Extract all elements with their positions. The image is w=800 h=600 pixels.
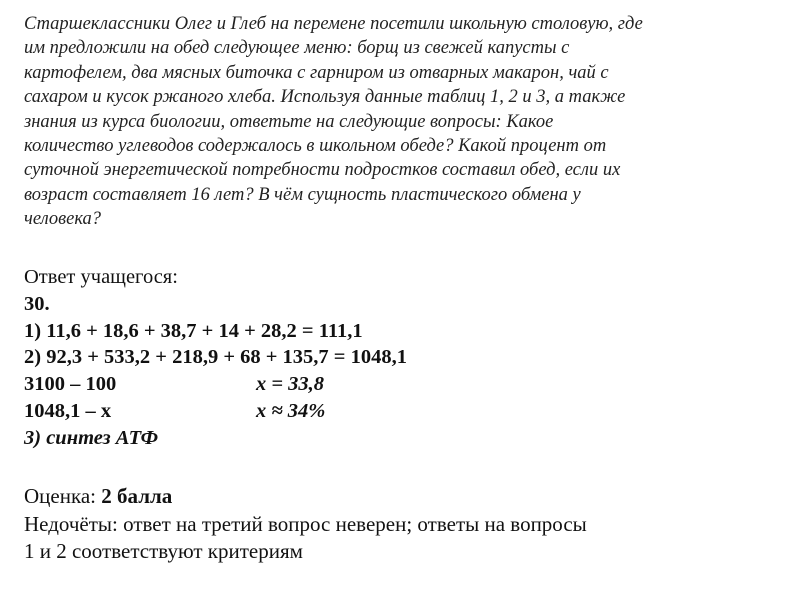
- grade-row: [24, 483, 784, 511]
- grade-value: 2 балла: [101, 484, 173, 508]
- proportion-right-1: x = 33,8: [256, 373, 325, 396]
- grade-label: Оценка:: [24, 484, 97, 508]
- task-text-line: суточной энергетической потребности подростков составил обед, если их: [24, 160, 621, 181]
- proportion-left-2: 1048,1 – x: [24, 399, 112, 422]
- proportion-left-1: 3100 – 100: [24, 373, 117, 396]
- task-text-line: Старшеклассники Олег и Глеб на перемене посетили школьную столовую, где: [24, 14, 643, 34]
- student-answer: [24, 264, 784, 452]
- task-text-line: человека?: [24, 209, 102, 230]
- answer-task-number: 30.: [24, 292, 50, 315]
- proportion-row-1: [24, 371, 784, 398]
- answer-heading: Ответ учащегося:: [24, 266, 178, 288]
- remarks-line-2: 1 и 2 соответствуют критериям: [24, 539, 303, 563]
- answer-line-3: 3) синтез АТФ: [24, 426, 159, 449]
- task-text-line: картофелем, два мясных биточка с гарниром из отварных макарон, чай с: [24, 62, 609, 83]
- task-text-line: возраст составляет 16 лет? В чём сущность пластического обмена у: [24, 184, 581, 205]
- proportion-right-2: x ≈ 34%: [256, 399, 326, 422]
- answer-line-1: 1) 11,6 + 18,6 + 38,7 + 14 + 28,2 = 111,1: [24, 319, 363, 342]
- task-text-line: им предложили на обед следующее меню: борщ из свежей капусты с: [24, 38, 570, 59]
- assessment-block: [24, 483, 784, 566]
- proportion-row-2: [24, 398, 784, 425]
- answer-line-2: 2) 92,3 + 533,2 + 218,9 + 68 + 135,7 = 1048,1: [24, 346, 407, 369]
- task-text-line: количество углеводов содержалось в школьном обеде? Какой процент от: [24, 136, 607, 157]
- task-text-line: знания из курса биологии, ответьте на следующие вопросы: Какое: [24, 111, 554, 132]
- task-text: [24, 12, 784, 232]
- remarks-line-1: Недочёты: ответ на третий вопрос неверен; ответы на вопросы: [24, 511, 587, 536]
- task-text-line: сахаром и кусок ржаного хлеба. Используя данные таблиц 1, 2 и 3, а также: [24, 87, 626, 108]
